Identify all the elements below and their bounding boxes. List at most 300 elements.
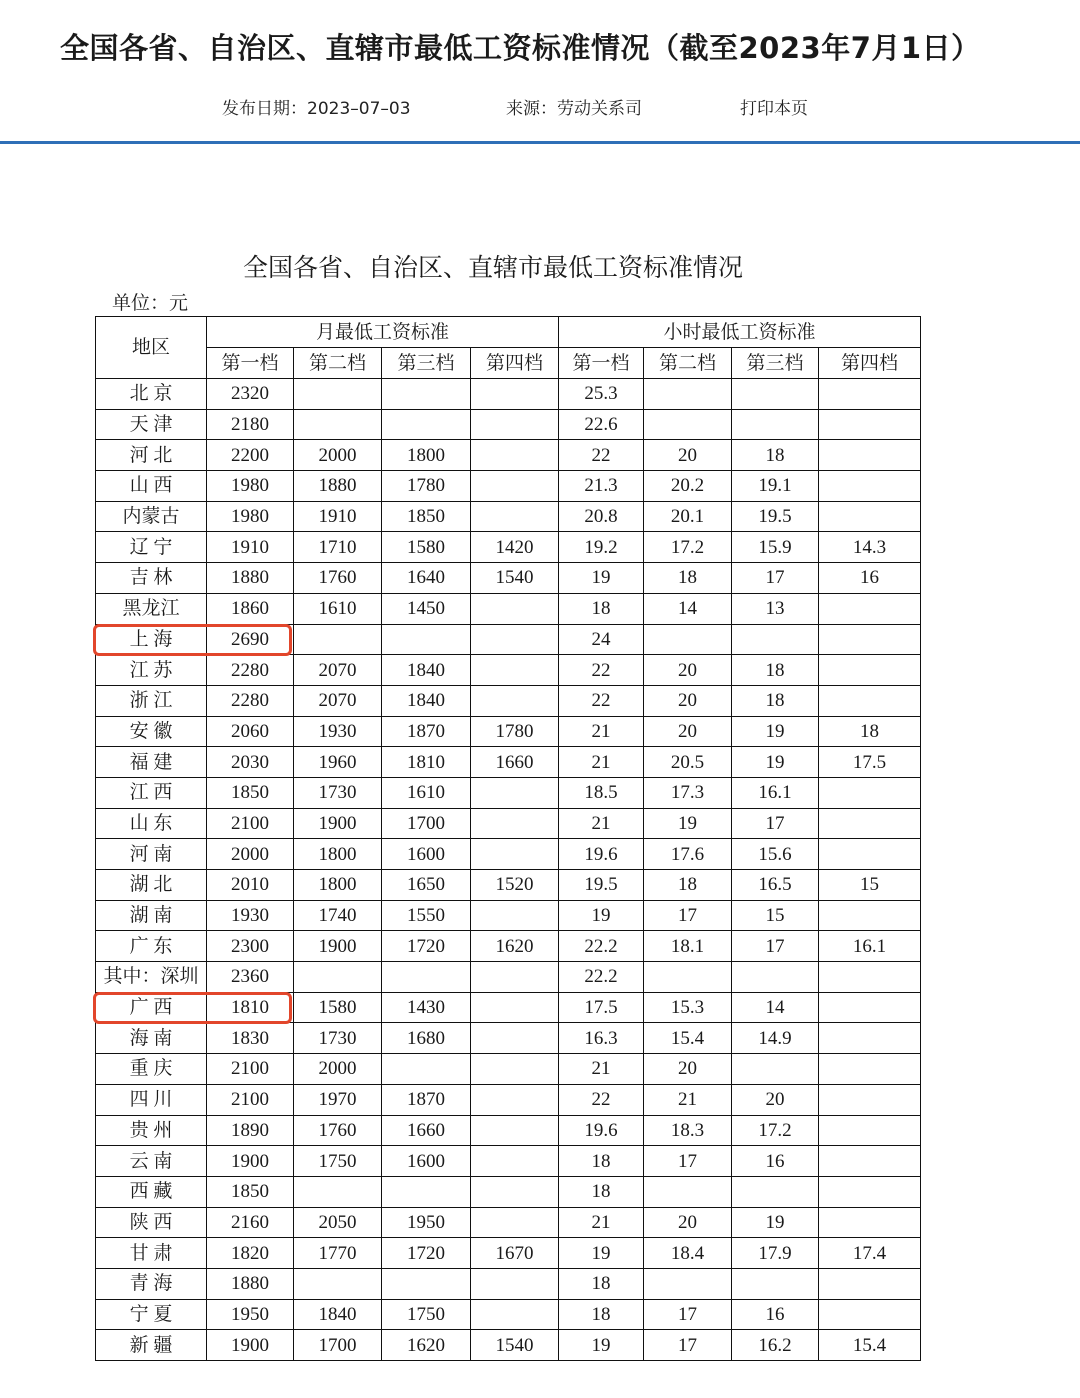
monthly-wage-cell: 1900 (207, 1146, 294, 1177)
monthly-wage-cell: 1870 (382, 716, 471, 747)
monthly-wage-cell: 2100 (207, 1084, 294, 1115)
monthly-wage-cell: 1910 (207, 532, 294, 563)
table-row (96, 532, 921, 563)
hourly-wage-cell: 16.2 (732, 1330, 819, 1361)
monthly-wage-cell: 1890 (207, 1115, 294, 1146)
table-row (96, 685, 921, 716)
monthly-wage-cell (294, 962, 382, 993)
hourly-wage-cell: 19 (559, 563, 644, 594)
monthly-wage-cell: 2100 (207, 808, 294, 839)
hourly-wage-cell: 15 (819, 870, 921, 901)
hourly-wage-cell (819, 1054, 921, 1085)
hourly-wage-cell (819, 1084, 921, 1115)
monthly-wage-cell: 2050 (294, 1207, 382, 1238)
monthly-wage-header: 月最低工资标准 (207, 317, 559, 348)
monthly-wage-cell: 1730 (294, 777, 382, 808)
monthly-wage-cell: 1840 (294, 1299, 382, 1330)
hourly-wage-cell (819, 409, 921, 440)
monthly-wage-cell (471, 409, 559, 440)
monthly-wage-cell (471, 992, 559, 1023)
monthly-wage-cell (471, 655, 559, 686)
table-row (96, 1054, 921, 1085)
publish-date: 发布日期：2023–07–03 (222, 99, 411, 119)
table-row (96, 870, 921, 901)
monthly-wage-cell (471, 1299, 559, 1330)
monthly-wage-cell: 1720 (382, 1238, 471, 1269)
hourly-wage-cell (732, 1176, 819, 1207)
hourly-wage-cell (644, 1268, 732, 1299)
monthly-wage-cell: 1970 (294, 1084, 382, 1115)
hourly-wage-cell: 16.3 (559, 1023, 644, 1054)
hourly-wage-cell: 21 (644, 1084, 732, 1115)
region-cell: 海 南 (96, 1023, 207, 1054)
monthly-wage-cell: 2200 (207, 440, 294, 471)
hourly-wage-cell: 20 (732, 1084, 819, 1115)
page-title: 全国各省、自治区、直辖市最低工资标准情况（截至2023年7月1日） (60, 31, 981, 65)
monthly-wage-cell: 1680 (382, 1023, 471, 1054)
table-row (96, 1330, 921, 1361)
monthly-wage-cell (471, 1268, 559, 1299)
hourly-wage-cell: 18 (644, 563, 732, 594)
hourly-wage-header: 小时最低工资标准 (559, 317, 921, 348)
hourly-wage-cell: 16.5 (732, 870, 819, 901)
region-cell: 陕 西 (96, 1207, 207, 1238)
hourly-wage-cell: 19 (644, 808, 732, 839)
hourly-wage-cell: 17.5 (559, 992, 644, 1023)
hourly-wage-cell: 19 (559, 1330, 644, 1361)
hourly-wage-cell (819, 1146, 921, 1177)
monthly-wage-cell: 2070 (294, 655, 382, 686)
monthly-wage-cell: 1430 (382, 992, 471, 1023)
monthly-wage-cell: 2300 (207, 931, 294, 962)
hourly-wage-cell (819, 992, 921, 1023)
hourly-wage-cell: 18 (559, 1268, 644, 1299)
hourly-wage-cell: 17.2 (644, 532, 732, 563)
region-cell: 广 西 (96, 992, 207, 1023)
monthly-wage-cell: 1880 (207, 563, 294, 594)
monthly-wage-cell: 1850 (382, 501, 471, 532)
hourly-wage-cell (819, 1176, 921, 1207)
source-label: 来源：劳动关系司 (506, 99, 642, 119)
hourly-wage-cell: 20 (644, 1207, 732, 1238)
table-row (96, 931, 921, 962)
monthly-wage-cell: 1850 (207, 1176, 294, 1207)
monthly-wage-cell (471, 593, 559, 624)
monthly-wage-cell (471, 440, 559, 471)
table-row (96, 1176, 921, 1207)
monthly-wage-cell (471, 777, 559, 808)
hourly-wage-cell: 17.3 (644, 777, 732, 808)
monthly-wage-cell: 2320 (207, 379, 294, 410)
region-cell: 吉 林 (96, 563, 207, 594)
hourly-wage-cell: 15.4 (644, 1023, 732, 1054)
hourly-wage-cell (819, 655, 921, 686)
hourly-wage-cell (819, 839, 921, 870)
region-cell: 天 津 (96, 409, 207, 440)
table-row (96, 1115, 921, 1146)
table-row (96, 777, 921, 808)
hourly-wage-cell: 15.4 (819, 1330, 921, 1361)
table-row (96, 1268, 921, 1299)
monthly-wage-cell (471, 624, 559, 655)
hourly-wage-cell: 22.2 (559, 962, 644, 993)
hourly-wage-cell: 17 (732, 563, 819, 594)
monthly-wage-cell (471, 1084, 559, 1115)
monthly-wage-cell (471, 1146, 559, 1177)
monthly-wage-cell: 2160 (207, 1207, 294, 1238)
hourly-wage-cell: 20 (644, 1054, 732, 1085)
hourly-wage-cell: 18 (732, 685, 819, 716)
hourly-wage-cell (819, 1299, 921, 1330)
region-cell: 其中：深圳 (96, 962, 207, 993)
hourly-wage-cell: 20 (644, 655, 732, 686)
monthly-wage-cell: 1760 (294, 1115, 382, 1146)
monthly-wage-cell: 2280 (207, 685, 294, 716)
tier-header-row (96, 348, 921, 379)
monthly-wage-cell: 1600 (382, 839, 471, 870)
monthly-wage-cell: 1820 (207, 1238, 294, 1269)
hourly-tier-1-header: 第一档 (559, 348, 644, 379)
hourly-tier-2-header: 第二档 (644, 348, 732, 379)
region-cell: 山 西 (96, 471, 207, 502)
monthly-wage-cell: 1800 (294, 839, 382, 870)
monthly-wage-cell (294, 409, 382, 440)
region-cell: 四 川 (96, 1084, 207, 1115)
monthly-wage-cell (471, 1207, 559, 1238)
hourly-wage-cell (644, 624, 732, 655)
hourly-wage-cell: 17.6 (644, 839, 732, 870)
region-cell: 重 庆 (96, 1054, 207, 1085)
hourly-wage-cell: 17 (644, 1299, 732, 1330)
hourly-wage-cell: 18.3 (644, 1115, 732, 1146)
table-row (96, 501, 921, 532)
monthly-wage-cell: 1610 (382, 777, 471, 808)
hourly-wage-cell: 17 (644, 900, 732, 931)
monthly-wage-cell: 1950 (207, 1299, 294, 1330)
highlight-box (93, 624, 292, 656)
monthly-wage-cell (471, 839, 559, 870)
hourly-wage-cell (644, 962, 732, 993)
hourly-wage-cell: 24 (559, 624, 644, 655)
hourly-wage-cell (819, 900, 921, 931)
monthly-wage-cell (471, 685, 559, 716)
hourly-wage-cell: 19.6 (559, 1115, 644, 1146)
monthly-wage-cell: 1860 (207, 593, 294, 624)
region-cell: 辽 宁 (96, 532, 207, 563)
monthly-wage-cell: 1610 (294, 593, 382, 624)
monthly-wage-cell (382, 624, 471, 655)
hourly-wage-cell (819, 1207, 921, 1238)
hourly-wage-cell (819, 1023, 921, 1054)
monthly-wage-cell (471, 1176, 559, 1207)
hourly-wage-cell: 19 (732, 747, 819, 778)
monthly-wage-cell (294, 379, 382, 410)
region-cell: 上 海 (96, 624, 207, 655)
table-row (96, 900, 921, 931)
hourly-wage-cell (732, 1054, 819, 1085)
monthly-wage-cell: 1840 (382, 655, 471, 686)
hourly-wage-cell: 18.4 (644, 1238, 732, 1269)
monthly-wage-cell: 2000 (294, 1054, 382, 1085)
monthly-wage-cell: 1750 (382, 1299, 471, 1330)
monthly-wage-cell (294, 624, 382, 655)
hourly-wage-cell: 14.3 (819, 532, 921, 563)
hourly-wage-cell (732, 379, 819, 410)
region-cell: 湖 南 (96, 900, 207, 931)
hourly-wage-cell: 13 (732, 593, 819, 624)
hourly-tier-3-header: 第三档 (732, 348, 819, 379)
monthly-wage-cell: 1900 (207, 1330, 294, 1361)
monthly-wage-cell: 1900 (294, 931, 382, 962)
table-row (96, 747, 921, 778)
hourly-wage-cell: 22 (559, 1084, 644, 1115)
monthly-wage-cell: 1810 (382, 747, 471, 778)
region-column-header: 地区 (96, 317, 207, 379)
hourly-wage-cell: 18 (559, 1176, 644, 1207)
region-cell: 青 海 (96, 1268, 207, 1299)
monthly-wage-cell (382, 1176, 471, 1207)
region-cell: 湖 北 (96, 870, 207, 901)
hourly-wage-cell (819, 808, 921, 839)
monthly-wage-cell: 1660 (382, 1115, 471, 1146)
hourly-wage-cell: 15.3 (644, 992, 732, 1023)
hourly-wage-cell: 15.6 (732, 839, 819, 870)
hourly-wage-cell (819, 685, 921, 716)
monthly-wage-cell: 2010 (207, 870, 294, 901)
hourly-wage-cell: 18 (559, 1146, 644, 1177)
hourly-wage-cell: 17.2 (732, 1115, 819, 1146)
hourly-wage-cell: 20.5 (644, 747, 732, 778)
hourly-wage-cell (732, 962, 819, 993)
monthly-wage-cell (382, 409, 471, 440)
monthly-wage-cell: 1420 (471, 532, 559, 563)
region-cell: 山 东 (96, 808, 207, 839)
hourly-wage-cell: 16 (732, 1146, 819, 1177)
table-row (96, 962, 921, 993)
monthly-wage-cell: 1540 (471, 563, 559, 594)
hourly-wage-cell: 16 (732, 1299, 819, 1330)
hourly-wage-cell: 21 (559, 808, 644, 839)
region-cell: 福 建 (96, 747, 207, 778)
document-title: 全国各省、自治区、直辖市最低工资标准情况 (243, 253, 744, 282)
hourly-wage-cell (819, 777, 921, 808)
monthly-wage-cell: 2030 (207, 747, 294, 778)
region-cell: 内蒙古 (96, 501, 207, 532)
monthly-wage-cell: 1660 (471, 747, 559, 778)
table-row (96, 379, 921, 410)
monthly-wage-cell: 1830 (207, 1023, 294, 1054)
hourly-wage-cell: 16.1 (732, 777, 819, 808)
monthly-tier-3-header: 第三档 (382, 348, 471, 379)
hourly-wage-cell: 18 (644, 870, 732, 901)
region-cell: 贵 州 (96, 1115, 207, 1146)
hourly-wage-cell: 18 (732, 655, 819, 686)
hourly-wage-cell: 21.3 (559, 471, 644, 502)
hourly-wage-cell: 21 (559, 716, 644, 747)
hourly-wage-cell: 15.9 (732, 532, 819, 563)
region-cell: 广 东 (96, 931, 207, 962)
monthly-wage-cell: 1730 (294, 1023, 382, 1054)
hourly-wage-cell: 19 (559, 1238, 644, 1269)
unit-label: 单位：元 (112, 292, 189, 314)
monthly-wage-cell (294, 1268, 382, 1299)
hourly-wage-cell (732, 409, 819, 440)
monthly-wage-cell (471, 808, 559, 839)
table-header-row (96, 317, 921, 348)
monthly-wage-cell: 1780 (471, 716, 559, 747)
hourly-wage-cell: 19.6 (559, 839, 644, 870)
table-row (96, 409, 921, 440)
hourly-wage-cell: 17 (732, 808, 819, 839)
hourly-wage-cell: 19 (559, 900, 644, 931)
region-cell: 宁 夏 (96, 1299, 207, 1330)
monthly-wage-cell: 1620 (471, 931, 559, 962)
table-row (96, 839, 921, 870)
region-cell: 甘 肃 (96, 1238, 207, 1269)
hourly-wage-cell (819, 501, 921, 532)
region-cell: 河 北 (96, 440, 207, 471)
hourly-wage-cell: 14.9 (732, 1023, 819, 1054)
hourly-wage-cell: 20 (644, 716, 732, 747)
monthly-wage-cell: 2060 (207, 716, 294, 747)
hourly-wage-cell: 18.5 (559, 777, 644, 808)
hourly-wage-cell: 22 (559, 685, 644, 716)
hourly-wage-cell (819, 1115, 921, 1146)
monthly-wage-cell (382, 379, 471, 410)
hourly-wage-cell (732, 1268, 819, 1299)
region-cell: 新 疆 (96, 1330, 207, 1361)
region-cell: 江 西 (96, 777, 207, 808)
hourly-tier-4-header: 第四档 (819, 348, 921, 379)
table-row (96, 1238, 921, 1269)
monthly-wage-cell (294, 1176, 382, 1207)
monthly-wage-cell: 1880 (207, 1268, 294, 1299)
hourly-wage-cell: 15 (732, 900, 819, 931)
monthly-wage-cell: 2360 (207, 962, 294, 993)
monthly-wage-cell: 1770 (294, 1238, 382, 1269)
monthly-wage-cell: 1710 (294, 532, 382, 563)
monthly-wage-cell (382, 1268, 471, 1299)
table-row (96, 1207, 921, 1238)
region-cell: 西 藏 (96, 1176, 207, 1207)
monthly-wage-cell: 1810 (207, 992, 294, 1023)
monthly-wage-cell: 1740 (294, 900, 382, 931)
monthly-wage-cell: 1840 (382, 685, 471, 716)
monthly-wage-cell: 1900 (294, 808, 382, 839)
hourly-wage-cell (732, 624, 819, 655)
hourly-wage-cell: 17.5 (819, 747, 921, 778)
hourly-wage-cell: 17.4 (819, 1238, 921, 1269)
header-divider (0, 141, 1080, 144)
hourly-wage-cell: 20 (644, 685, 732, 716)
monthly-wage-cell (382, 962, 471, 993)
hourly-wage-cell: 14 (644, 593, 732, 624)
hourly-wage-cell: 19 (732, 716, 819, 747)
region-cell: 河 南 (96, 839, 207, 870)
hourly-wage-cell: 16 (819, 563, 921, 594)
hourly-wage-cell: 19.1 (732, 471, 819, 502)
hourly-wage-cell: 14 (732, 992, 819, 1023)
hourly-wage-cell: 17.9 (732, 1238, 819, 1269)
table-row (96, 716, 921, 747)
region-cell: 江 苏 (96, 655, 207, 686)
monthly-wage-cell: 1600 (382, 1146, 471, 1177)
hourly-wage-cell: 17 (732, 931, 819, 962)
monthly-tier-2-header: 第二档 (294, 348, 382, 379)
hourly-wage-cell: 20.1 (644, 501, 732, 532)
hourly-wage-cell: 19 (732, 1207, 819, 1238)
monthly-wage-cell: 1580 (294, 992, 382, 1023)
region-cell: 黑龙江 (96, 593, 207, 624)
table-row (96, 440, 921, 471)
hourly-wage-cell: 21 (559, 1054, 644, 1085)
monthly-wage-cell: 1520 (471, 870, 559, 901)
hourly-wage-cell: 18 (732, 440, 819, 471)
hourly-wage-cell: 18 (559, 1299, 644, 1330)
table-row (96, 563, 921, 594)
region-cell: 云 南 (96, 1146, 207, 1177)
monthly-tier-1-header: 第一档 (207, 348, 294, 379)
highlight-box (93, 992, 292, 1024)
hourly-wage-cell: 22 (559, 655, 644, 686)
hourly-wage-cell (644, 379, 732, 410)
monthly-wage-cell: 1700 (382, 808, 471, 839)
monthly-wage-cell: 1910 (294, 501, 382, 532)
monthly-wage-cell: 1950 (382, 1207, 471, 1238)
monthly-wage-cell: 1650 (382, 870, 471, 901)
monthly-wage-cell: 2280 (207, 655, 294, 686)
hourly-wage-cell: 18 (559, 593, 644, 624)
monthly-wage-cell: 1880 (294, 471, 382, 502)
hourly-wage-cell: 18 (819, 716, 921, 747)
monthly-wage-cell (471, 1054, 559, 1085)
monthly-wage-cell: 1960 (294, 747, 382, 778)
monthly-wage-cell: 1700 (294, 1330, 382, 1361)
monthly-wage-cell: 1760 (294, 563, 382, 594)
monthly-wage-cell: 2000 (294, 440, 382, 471)
hourly-wage-cell: 20 (644, 440, 732, 471)
monthly-wage-cell: 2070 (294, 685, 382, 716)
hourly-wage-cell (819, 593, 921, 624)
table-row (96, 808, 921, 839)
monthly-wage-cell: 1850 (207, 777, 294, 808)
table-row (96, 1299, 921, 1330)
monthly-wage-cell: 1450 (382, 593, 471, 624)
print-page-link[interactable]: 打印本页 (740, 99, 808, 119)
monthly-wage-cell: 1720 (382, 931, 471, 962)
hourly-wage-cell: 19.5 (559, 870, 644, 901)
monthly-wage-cell: 1870 (382, 1084, 471, 1115)
monthly-wage-cell (382, 1054, 471, 1085)
monthly-wage-cell: 2690 (207, 624, 294, 655)
table-row (96, 471, 921, 502)
monthly-wage-cell: 1580 (382, 532, 471, 563)
hourly-wage-cell: 17 (644, 1146, 732, 1177)
monthly-wage-cell: 1620 (382, 1330, 471, 1361)
hourly-wage-cell: 16.1 (819, 931, 921, 962)
hourly-wage-cell: 17 (644, 1330, 732, 1361)
monthly-wage-cell: 1800 (294, 870, 382, 901)
hourly-wage-cell: 21 (559, 1207, 644, 1238)
hourly-wage-cell: 20.8 (559, 501, 644, 532)
region-cell: 北 京 (96, 379, 207, 410)
table-row (96, 1084, 921, 1115)
monthly-wage-cell: 1980 (207, 471, 294, 502)
monthly-wage-cell: 1670 (471, 1238, 559, 1269)
hourly-wage-cell (819, 624, 921, 655)
minimum-wage-table (95, 316, 921, 1361)
monthly-wage-cell (471, 379, 559, 410)
